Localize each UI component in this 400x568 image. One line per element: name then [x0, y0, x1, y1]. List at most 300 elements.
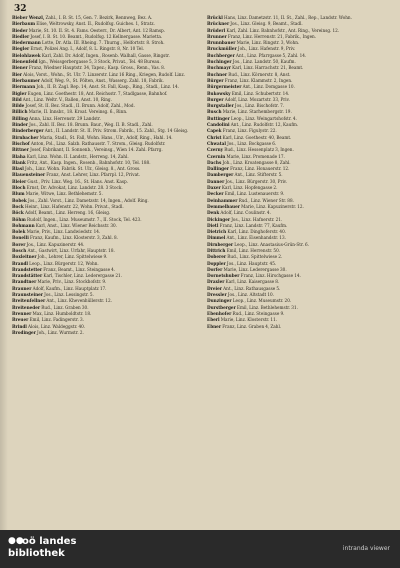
- directory-entry: [207, 267, 385, 272]
- directory-entry: [207, 279, 385, 284]
- entry-details: Adolf, Linz. Mozartstr. 33, Priv.: [224, 96, 290, 102]
- entry-surname: Buchberger: [207, 52, 235, 58]
- entry-details: Franz, Beamt., Linz. Steingasse 4.: [43, 266, 116, 272]
- entry-details: Ernst, Polizei Ang. I., Adolf, 8. L. Ringstr. 8, Nr. 10 Tel.: [30, 46, 145, 52]
- entry-surname: Brandstetter: [12, 266, 43, 272]
- entry-surname: Daxer: [207, 185, 221, 191]
- entry-surname: Böck: [12, 210, 24, 216]
- entry-details: Marie, Priv., Linz. Stockhofstr. 9.: [37, 279, 107, 285]
- directory-entry: [207, 311, 385, 316]
- entry-surname: Breuer: [12, 317, 29, 323]
- entry-surname: Bloch: [12, 185, 26, 191]
- directory-entry: [12, 46, 190, 51]
- entry-details: Joh., II. B. Zagl. Rep. 14, Anst. St. Fall, Kasp., Ring., Stadl., Linz. 14.: [36, 84, 180, 90]
- entry-surname: Dressler: [207, 292, 227, 298]
- directory-entry: [12, 141, 190, 146]
- entry-surname: Bolek: [12, 229, 26, 235]
- entry-details: Jos., Linz. Landstr. 50, Kaufm.: [232, 59, 296, 65]
- entry-details: Karl, Linz. Harrachstr. 21, Beamt.: [232, 65, 304, 71]
- directory-entry: [207, 78, 385, 83]
- entry-details: Ant., Linz. Weltr. V., Ballen, Anst. 10, Ring.: [22, 96, 112, 102]
- directory-entry: [12, 279, 190, 284]
- entry-surname: Dornetshuber: [207, 273, 240, 279]
- directory-entry: [207, 46, 385, 51]
- entry-surname: Capek: [207, 128, 222, 134]
- entry-details: Franz, Anst. Lehrer, Linz. Pfarrpl. 12, Privat.: [46, 172, 141, 178]
- entry-surname: Brenner: [12, 310, 32, 316]
- entry-details: Zahl., I. B. St. 15, Gen. 7. Bezirk, Rennweg, Bez. A.: [45, 15, 153, 20]
- entry-surname: Brauner: [12, 285, 32, 291]
- directory-entry: [12, 97, 190, 102]
- entry-surname: Eberl: [207, 317, 220, 323]
- entry-details: Franz, Linz. Graben 4, Zahl.: [222, 323, 282, 329]
- directory-entry: [12, 298, 190, 303]
- entry-details: Elise, Weltrowsky, Anst. II., Rudolfsg. Guiches. 1, Stratz.: [36, 21, 155, 27]
- directory-entry: [207, 191, 385, 196]
- entry-surname: Doberer: [207, 254, 227, 260]
- entry-surname: Deinhammer: [207, 197, 238, 203]
- entry-details: Jos., Linz. Bockgasse 6.: [227, 140, 277, 146]
- entry-surname: Bleier: [12, 178, 27, 184]
- directory-entry: [207, 248, 385, 253]
- entry-surname: Burger: [207, 96, 224, 102]
- directory-entry: [12, 34, 190, 39]
- directory-entry: [12, 84, 190, 89]
- entry-details: Ant., Linz. Eisenhandstr. 13.: [226, 235, 286, 241]
- entry-surname: Bohmann: [12, 222, 35, 228]
- directory-entry: [12, 135, 190, 140]
- entry-surname: Bielohlawek: [12, 52, 41, 58]
- entry-details: Rud., Linz. Körnerstr. 8, Anst.: [228, 71, 291, 77]
- entry-details: Jos., Linz. Kapuzinerstr. 44.: [26, 241, 85, 247]
- entry-details: Marie, Linz. Starhembergstr. 19.: [222, 109, 292, 115]
- directory-entry: [207, 28, 385, 33]
- entry-surname: Bienenfeld: [12, 59, 38, 65]
- entry-surname: Bruckmüller: [207, 46, 237, 52]
- entry-details: Ant., Linz. Pfarrgasse 5, Zahl. 14.: [235, 52, 307, 58]
- directory-entry: [207, 103, 385, 108]
- directory-entry: [12, 242, 190, 247]
- directory-entry: [207, 40, 385, 45]
- entry-details: Karl, Zahl. Dr. Adolf, Ingen., Rosenb. Walhall, Gasse, Ringstr.: [41, 52, 170, 58]
- entry-details: Jos., Linz. Lessingstr. 5.: [44, 292, 94, 298]
- entry-surname: Christ: [207, 134, 222, 140]
- entry-details: Rud., Linz. Graben 30.: [41, 304, 89, 310]
- entry-details: Karl, Tischler, Linz. Lederergasse 21.: [43, 273, 123, 279]
- entry-details: Ant., II. Landstr. St. II. Priv. Strom. Fabrik., 15. Zahl., Stg. 14 Gleisg.: [44, 128, 189, 134]
- entry-details: Maria, Stadl., St. Fall, Wohn. Hans., Ulr., Adolf, Ring., Hahl. 14.: [39, 134, 173, 140]
- page-number: 32: [14, 4, 27, 14]
- entry-details: Josef, Fabrikant, II. Sonnenb., Vereinsg., Wien 14. Zahl. Pfarrg.: [30, 147, 163, 153]
- entry-details: Jos., Linz. Altstadt 10.: [227, 292, 274, 298]
- entry-surname: Brandtner: [12, 279, 37, 285]
- entry-surname: Blaha: [12, 153, 26, 159]
- directory-entry: [207, 166, 385, 171]
- entry-details: Marie, St. 10. II. St. 4. Fams. Oesterr., Dr. Albert, Ant. 12 Ramsp.: [28, 27, 166, 33]
- entry-details: Rud., Linz. Spittelwiese 2.: [227, 254, 283, 260]
- entry-details: Karl, Linz. Kaisergasse 8.: [225, 279, 280, 285]
- directory-entry: [12, 248, 190, 253]
- entry-surname: Bittner: [12, 147, 29, 153]
- entry-surname: Dreier: [207, 285, 222, 291]
- directory-entry: [12, 78, 190, 83]
- directory-entry: [207, 286, 385, 291]
- entry-surname: Denk: [207, 210, 220, 216]
- directory-entry: [12, 122, 190, 127]
- entry-surname: Blank: [12, 159, 26, 165]
- entry-details: Eugen, Linz. Goethestr. 18, Ant. Reichsstr. 7, Stadlgasse, Bahnhof.: [27, 90, 168, 96]
- entry-surname: Decker: [207, 191, 224, 197]
- entry-surname: Danner: [207, 178, 225, 184]
- directory-entry: [207, 34, 385, 39]
- entry-details: Heinr., Linz. Hafenstr. 22, Wohn. Privat., Stadl.: [24, 203, 124, 209]
- directory-entry: [207, 154, 385, 159]
- directory-entry: [207, 185, 385, 190]
- viewer-footer: [0, 530, 400, 568]
- entry-surname: Boxleitner: [12, 254, 37, 260]
- entry-surname: Breitenfellner: [12, 298, 46, 304]
- entry-details: Karl, Linz. Hopfengasse 2.: [221, 185, 278, 191]
- entry-surname: Dirnberger: [207, 241, 234, 247]
- directory-entry: [12, 185, 190, 190]
- directory-entry: [207, 223, 385, 228]
- entry-details: Joh., Linz. Wohn. Fabrik. St. Ulr., Gleisg. 8., Ant. Gross.: [24, 166, 141, 172]
- entry-details: Karl, Anst., Linz. Wiener Reichsstr. 30.: [35, 222, 118, 228]
- directory-entry: [12, 229, 190, 234]
- entry-surname: Bonelli: [12, 235, 29, 241]
- entry-details: Ant., Gastwirt, Linz. Urfahr, Hauptstr. 18.: [27, 247, 115, 253]
- entry-details: Emil, Linz. Fadingerstr. 3.: [29, 317, 84, 323]
- entry-surname: Blasl: [12, 166, 24, 172]
- directory-entry: [207, 109, 385, 114]
- directory-entry: [12, 235, 190, 240]
- entry-details: Joh., Linz. Kroatengasse 8, Zahl.: [222, 159, 291, 165]
- entry-details: Ant., Linz. Rathausgasse 5.: [223, 285, 281, 291]
- entry-surname: Czerny: [207, 147, 224, 153]
- directory-entry: [207, 72, 385, 77]
- entry-details: Ant., Linz. Rudolfstr. 12, Kaufm.: [230, 122, 299, 128]
- directory-entry: [207, 179, 385, 184]
- directory-entry: [12, 103, 190, 108]
- directory-entry: [207, 135, 385, 140]
- entry-details: Emil, Linz. Herrenstr. 50.: [226, 247, 281, 253]
- entry-surname: Brüderl: [207, 27, 226, 33]
- entry-details: Alois, Linz. Waldeggstr. 40.: [28, 323, 86, 329]
- entry-details: Anna, Linz. Herrenstr. 29 Landstr.: [29, 115, 101, 121]
- directory-entry: [207, 65, 385, 70]
- directory-entry: [12, 267, 190, 272]
- directory-entry: [12, 65, 190, 70]
- entry-details: Jos., Zahl. Vorst., Linz. Dametzstr. 14, Ingen., Adolf. Ring.: [27, 197, 149, 203]
- directory-entry: [12, 191, 190, 196]
- directory-entry: [207, 116, 385, 121]
- entry-details: Jos., Linz. Hafnerstr. 21.: [231, 216, 283, 222]
- entry-details: Marie, Linz. Ringstr. 3, Wohn.: [236, 40, 300, 46]
- entry-details: Rud., Linz. Hessenplatz 3, Ingen.: [224, 147, 294, 153]
- directory-entry: [207, 298, 385, 303]
- directory-entry: [207, 84, 385, 89]
- directory-entry: [12, 160, 190, 165]
- entry-surname: Bukowsky: [207, 90, 231, 96]
- directory-entry: [207, 141, 385, 146]
- entry-surname: Billich: [12, 109, 28, 115]
- entry-surname: Dietl: [207, 222, 219, 228]
- directory-entry: [207, 242, 385, 247]
- entry-details: Rudolf, Ingen., Linz. Museumstr. 7., II. Stock, Tel. 423.: [26, 216, 142, 222]
- entry-details: Adolf, Kaufm., Linz. Hauptplatz 17.: [32, 285, 107, 291]
- entry-details: Marie, Linz. Kapuzinerstr. 12.: [241, 203, 304, 209]
- entry-surname: Biedler: [12, 33, 30, 39]
- directory-entry: [12, 72, 190, 77]
- directory-entry: [12, 166, 190, 171]
- entry-surname: Brindl: [12, 323, 27, 329]
- entry-details: Franz, Linz. Klammstr. 2, Ingen.: [224, 77, 293, 83]
- entry-details: Joh., Linz. Wurmstr. 2.: [37, 329, 84, 335]
- entry-surname: Chwatal: [207, 140, 226, 146]
- entry-surname: Brunner: [207, 33, 227, 39]
- entry-surname: Buchner: [207, 71, 228, 77]
- directory-entry: [12, 217, 190, 222]
- directory-entry: [207, 59, 385, 64]
- entry-details: Jos., Zahl. II. Bez. 18. Brunn. Baur., Weg. II. B. Stadl., Zahl.: [29, 122, 153, 128]
- directory-entry: [207, 147, 385, 152]
- entry-surname: Bier: [12, 71, 23, 77]
- entry-surname: Blum: [12, 191, 25, 197]
- entry-surname: Brandstätter: [12, 273, 43, 279]
- entry-details: Franz, Linz. Herrenstr. 21, Fabrik., Ingen.: [227, 33, 317, 39]
- entry-details: Ign., Weissgerbergasse 5, 3 Stock, Privat., Tel. 48 Bureau.: [38, 59, 161, 65]
- entry-surname: Brückner: [207, 21, 230, 27]
- directory-entry: [207, 229, 385, 234]
- entry-details: Karl, Linz. Wohn. II. Landstr., Herreng. 14, Zahl.: [26, 153, 129, 159]
- entry-surname: Dallinger: [207, 166, 229, 172]
- directory-entry: [207, 305, 385, 310]
- directory-entry: [12, 109, 190, 114]
- entry-surname: Buchmayr: [207, 65, 231, 71]
- entry-surname: Candolini: [207, 122, 230, 128]
- entry-details: Franz, Linz. Hirschgasse 14.: [240, 273, 301, 279]
- entry-surname: Böhm: [12, 216, 26, 222]
- directory-entry: [207, 204, 385, 209]
- directory-entry: [12, 317, 190, 322]
- entry-details: Leop., Linz. Weingartshofstr. 4.: [231, 115, 297, 121]
- entry-details: Joh., Linz. Hafenstr. 9, Priv.: [237, 46, 296, 52]
- directory-entry: [12, 15, 190, 20]
- directory-entry: [12, 324, 190, 329]
- entry-surname: Bierbaumer: [12, 77, 40, 83]
- entry-surname: Biegler: [12, 46, 30, 52]
- left-column: [12, 15, 190, 525]
- directory-entry: [12, 28, 190, 33]
- entry-surname: Braunsteiner: [12, 292, 44, 298]
- directory-entry: [207, 128, 385, 133]
- directory-entry: [207, 210, 385, 215]
- entry-details: Karl, Linz. Goethestr. 40, Beamt.: [222, 134, 292, 140]
- entry-surname: Binder: [12, 122, 28, 128]
- directory-entry: [12, 116, 190, 121]
- directory-entry: [207, 273, 385, 278]
- entry-details: Anton, Pol., Linz. Salzb. Rathausstr. 7. Strom., Gleisg. Rudolfstr.: [30, 140, 166, 146]
- entry-surname: Bilde: [12, 103, 25, 109]
- directory-entry: [12, 147, 190, 152]
- entry-surname: Bieber Wenzl,: [12, 15, 45, 20]
- directory-entry: [12, 305, 190, 310]
- entry-details: Ant., Linz. Khevenhüllerstr. 12.: [46, 298, 112, 304]
- entry-surname: Dickinger: [207, 216, 231, 222]
- page-gutter-shadow: [0, 0, 8, 530]
- entry-details: Marie, Priv., Linz. Landwiedstr. 14.: [26, 229, 101, 235]
- entry-details: Fritz, Ant., Kasp. Ingen., Rosenb., Bahnhofstr. 10, Tel. 188.: [26, 159, 151, 165]
- entry-surname: Billing: [12, 115, 28, 121]
- entry-details: Leop., Linz. Museumstr. 20.: [232, 298, 292, 304]
- entry-surname: Dietrich: [207, 229, 227, 235]
- right-column: [207, 15, 385, 525]
- entry-details: Adolf, Beamt., Linz. Herreng. 16, Gleisg.: [24, 210, 111, 216]
- entry-details: Leop., Linz. Bürgerstr. 12, Wohn.: [29, 260, 99, 266]
- entry-surname: Birnbacher: [12, 134, 39, 140]
- directory-entry: [12, 154, 190, 159]
- entry-surname: Buttinger: [207, 115, 230, 121]
- entry-surname: Biermann: [12, 84, 36, 90]
- entry-details: Emil, Linz. Lustenauerstr. 9.: [224, 191, 285, 197]
- directory-entry: [12, 210, 190, 215]
- entry-details: Emil, Linz. Bethlehemstr. 31.: [236, 304, 298, 310]
- directory-entry: [207, 172, 385, 177]
- entry-details: Joh., Lehrer, Linz. Spittelwiese 9.: [37, 254, 108, 260]
- directory-entry: [12, 53, 190, 58]
- entry-details: Jos., Linz. Hauptstr. 45.: [226, 260, 277, 266]
- entry-details: Gust., Priv. Linz. Weg. 16., St. Hans. Anst. Kasp.: [27, 178, 129, 184]
- directory-entry: [207, 53, 385, 58]
- entry-surname: Dimmel: [207, 235, 226, 241]
- entry-details: Leop., Linz. Anastasius-Grün-Str. 6.: [234, 241, 309, 247]
- library-logo[interactable]: [8, 534, 78, 564]
- directory-entry: [207, 97, 385, 102]
- directory-entry: [207, 292, 385, 297]
- directory-entry: [12, 198, 190, 203]
- directory-entry: [207, 217, 385, 222]
- directory-entry: [207, 324, 385, 329]
- entry-surname: Dachs: [207, 159, 222, 165]
- entry-surname: Breiteneder: [12, 304, 41, 310]
- entry-surname: Ebner: [207, 323, 222, 329]
- entry-details: Josef, St. II. Bez. Stadl., II. Brunn. Adolf, Zahl., Mod.: [25, 103, 135, 109]
- entry-details: Alois, Vorst., Wohn., St. Ulr. 7. Linzerstr. Linz 16 Ring., Kriegen, Rudolf. Linz.: [23, 71, 186, 77]
- entry-details: Jos., Linz. Bürgerstr. 30, Priv.: [225, 178, 288, 184]
- entry-surname: Bild: [12, 96, 22, 102]
- entry-surname: Biener: [12, 65, 28, 71]
- entry-details: Josef, I. B. St. 10. Beamt., Rudolfsg. 12 Kellnergasse. Marietta.: [30, 33, 163, 39]
- entry-surname: Bigler: [12, 90, 27, 96]
- entry-surname: Brandl: [12, 260, 29, 266]
- entry-details: Marie, Witwe, Linz. Bethlehemstr. 5.: [25, 191, 103, 197]
- directory-entry: [207, 160, 385, 165]
- entry-details: Rud., Linz. Wiener Str. 88.: [238, 197, 294, 203]
- directory-entry: [12, 254, 190, 259]
- entry-details: Marie, II. Innsbr., 18. Kroat. Vereinsg. 6., Rinn.: [28, 109, 128, 115]
- entry-surname: Burgstaller: [207, 103, 234, 109]
- directory-entry: [12, 128, 190, 133]
- entry-surname: Brodinger: [12, 329, 36, 335]
- directory-entry: [207, 122, 385, 127]
- entry-details: Adolf, Linz. Coulinstr. 4.: [220, 210, 271, 216]
- entry-surname: Dorfer: [207, 266, 223, 272]
- directory-entry: [207, 261, 385, 266]
- directory-entry: [12, 261, 190, 266]
- directory-entry: [207, 317, 385, 322]
- entry-details: Marie, Linz. Promenade 17.: [226, 153, 285, 159]
- entry-surname: Bosch: [12, 247, 27, 253]
- directory-entry: [12, 91, 190, 96]
- directory-entry: [207, 21, 385, 26]
- directory-entry: [12, 59, 190, 64]
- entry-surname: Draxler: [207, 279, 225, 285]
- entry-surname: Demmelbauer: [207, 203, 240, 209]
- entry-details: Franz, Kaufm., Linz. Klosterstr. 3, Zahl. 8.: [29, 235, 119, 241]
- logo-line2: bibliothek: [8, 548, 65, 559]
- entry-surname: Bürgermeister: [207, 84, 242, 90]
- entry-details: Jos., Linz. Gleisg. 9, Beamt., Stadl.: [230, 21, 303, 27]
- directory-entry: [12, 292, 190, 297]
- entry-details: Jos., Linz. Bischofstr. 7.: [234, 103, 285, 109]
- entry-surname: Blauensteiner: [12, 172, 46, 178]
- entry-surname: Bürger: [207, 77, 224, 83]
- entry-surname: Damberger: [207, 172, 234, 178]
- directory-entry: [207, 198, 385, 203]
- entry-details: Adolf, Weg. 9., St. Pölten, Anst., Wasserg. Zahl. 18, Fabrik.: [41, 77, 164, 83]
- directory-entry: [12, 179, 190, 184]
- directory-entry: [12, 21, 190, 26]
- entry-surname: Binderberger: [12, 128, 44, 134]
- entry-surname: Durstberger: [207, 304, 236, 310]
- entry-details: Emil, Linz. Schubertstr. 14.: [231, 90, 290, 96]
- entry-details: Ernst, Dr. Advokat, Linz. Landstr. 28. 3 Stock.: [26, 185, 123, 191]
- entry-surname: Czernin: [207, 153, 226, 159]
- directory-entry: [12, 40, 190, 45]
- logo-line1: oö landes: [22, 536, 77, 547]
- entry-surname: Bierbaum: [12, 21, 36, 27]
- viewer-label[interactable]: intranda viewer: [342, 545, 390, 552]
- entry-details: Max, Linz. Humboldtstr. 18.: [32, 310, 92, 316]
- directory-entry: [12, 223, 190, 228]
- entry-details: Marie, Linz. Klosterstr. 11.: [220, 317, 278, 323]
- entry-details: Ant., Linz. Domgasse 10.: [242, 84, 295, 90]
- entry-details: Lotte, Dr. Atla. III. Rheing. 7. Thurng., Helfortstr. 8. Stroh.: [41, 40, 165, 46]
- entry-surname: Doppler: [207, 260, 226, 266]
- entry-details: Ant., Linz. Stifterstr. 5.: [234, 172, 283, 178]
- directory-entry: [12, 286, 190, 291]
- entry-surname: Brückl: [207, 15, 223, 20]
- directory-entry: [12, 204, 190, 209]
- entry-details: Karl, Linz. Dinghoferstr. 40.: [227, 229, 287, 235]
- entry-surname: Bischof: [12, 140, 30, 146]
- directory-entry: [12, 311, 190, 316]
- entry-surname: Borer: [12, 241, 26, 247]
- entry-surname: Ebenhofer: [207, 310, 232, 316]
- entry-surname: Dunzinger: [207, 298, 232, 304]
- entry-surname: Bieder: [12, 27, 28, 33]
- entry-surname: Biedermann: [12, 40, 41, 46]
- entry-details: Franz, Linz. Landstr. 77, Kaufm.: [219, 222, 288, 228]
- entry-details: Franz, Linz. Figulystr. 22.: [222, 128, 277, 134]
- directory-entry: [12, 172, 190, 177]
- logo-mark-icon: ●●: [8, 536, 24, 546]
- entry-details: Franz, Wiedner Hauptstr. 34, Tapez.; Kasp. Gross., Renn., Vas. 8.: [28, 65, 166, 71]
- entry-surname: Bobek: [12, 197, 27, 203]
- directory-entry: [207, 235, 385, 240]
- entry-surname: Busch: [207, 109, 222, 115]
- directory-entry: [12, 273, 190, 278]
